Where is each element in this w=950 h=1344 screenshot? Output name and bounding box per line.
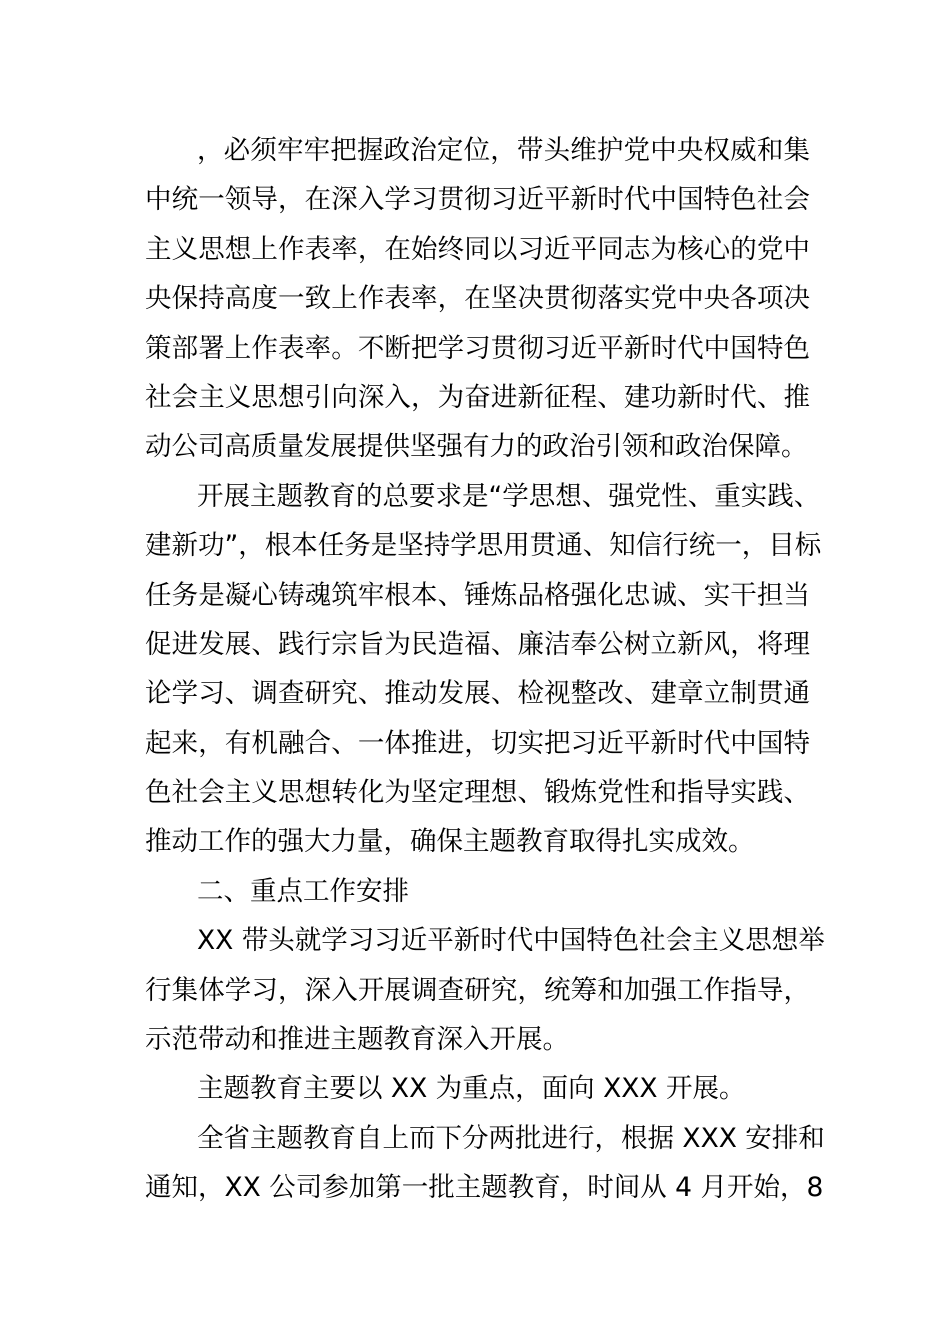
text-line: XX 带头就学习习近平新时代中国特色社会主义思想举 [197,925,825,957]
text-line: 动公司高质量发展提供坚强有力的政治引领和政治保障。 [145,431,808,463]
text-line: 论学习、调查研究、推动发展、检视整改、建章立制贯通 [145,678,810,710]
text-line: 建新功”，根本任务是坚持学思用贯通、知信行统一，目标 [145,530,822,562]
text-line: ，必须牢牢把握政治定位，带头维护党中央权威和集 [197,135,810,166]
text-line: 主题教育主要以 XX 为重点，面向 XXX 开展。 [197,1073,746,1105]
text-line: 色社会主义思想转化为坚定理想、锻炼党性和指导实践、 [145,777,810,809]
document-body [145,126,825,1213]
text-line: 行集体学习，深入开展调查研究，统筹和加强工作指导， [145,974,810,1006]
text-line: 主义思想上作表率，在始终同以习近平同志为核心的党中 [145,233,810,265]
text-line: 开展主题教育的总要求是“学思想、强党性、重实践、 [197,480,821,512]
text-line: 任务是凝心铸魂筑牢根本、锤炼品格强化忠诚、实干担当 [145,579,810,611]
text-line: 央保持高度一致上作表率，在坚决贯彻落实党中央各项决 [145,283,810,315]
text-line: 促进发展、践行宗旨为民造福、廉洁奉公树立新风，将理 [145,628,810,660]
text-line: 起来，有机融合、一体推进，切实把习近平新时代中国特 [145,727,810,759]
text-line: 社会主义思想引向深入，为奋进新征程、建功新时代、推 [145,381,810,413]
text-line: 示范带动和推进主题教育深入开展。 [145,1024,569,1056]
text-line: 策部署上作表率。不断把学习贯彻习近平新时代中国特色 [145,332,810,364]
text-line: 中统一领导，在深入学习贯彻习近平新时代中国特色社会 [145,184,810,216]
text-line: 通知，XX 公司参加第一批主题教育，时间从 4 月开始，8 [145,1172,824,1204]
text-line: 二、重点工作安排 [197,875,409,907]
text-line: 推动工作的强大力量，确保主题教育取得扎实成效。 [145,826,755,858]
text-line: 全省主题教育自上而下分两批进行，根据 XXX 安排和 [197,1122,825,1154]
